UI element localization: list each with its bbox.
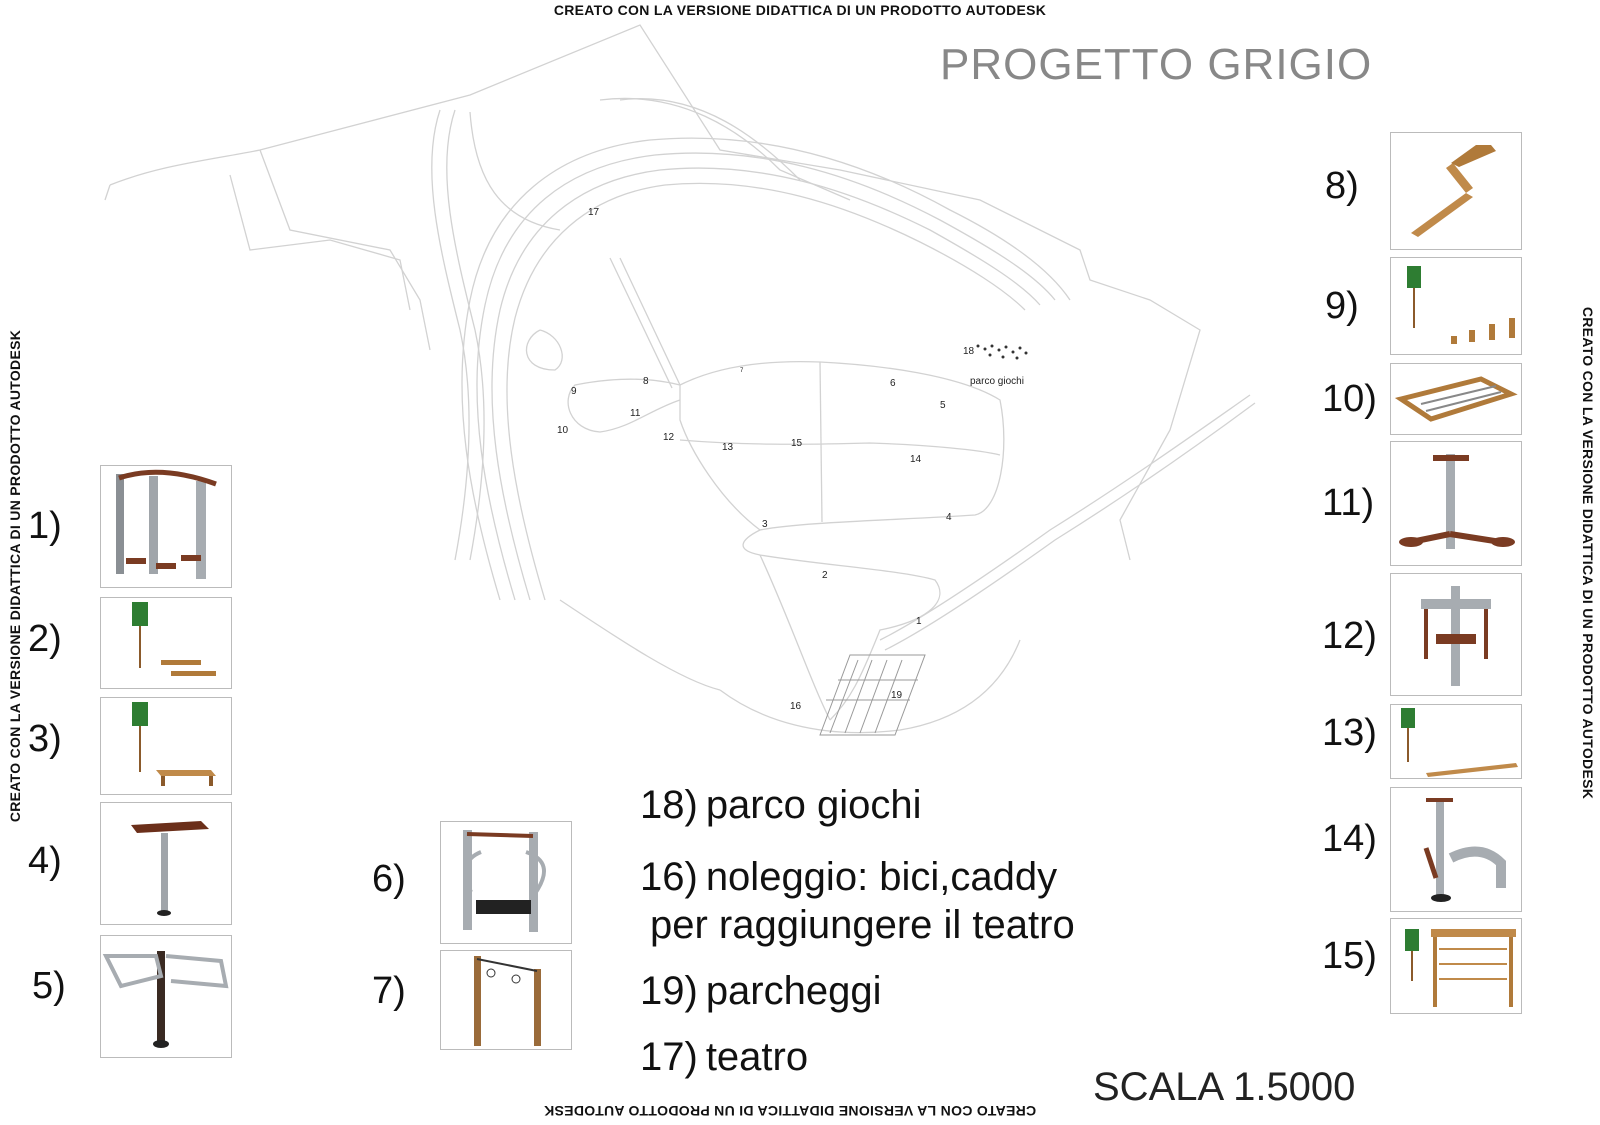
scale-label: SCALA 1.5000 — [1093, 1065, 1356, 1109]
equipment-image-6 — [440, 821, 572, 944]
watermark-right: CREATO CON LA VERSIONE DIDATTICA DI UN PRODOTTO AUTODESK — [1580, 306, 1596, 800]
equipment-image-12 — [1390, 573, 1522, 696]
map-label-13: 13 — [722, 442, 734, 453]
watermark-top: CREATO CON LA VERSIONE DIDATTICA DI UN PRODOTTO AUTODESK — [553, 2, 1047, 18]
equipment-image-8 — [1390, 132, 1522, 250]
legend-item-17: 17) teatro — [640, 1035, 809, 1079]
equipment-image-2 — [100, 597, 232, 689]
equipment-number-12: 12) — [1322, 615, 1377, 657]
equipment-number-10: 10) — [1322, 378, 1377, 420]
map-label-9: 9 — [571, 386, 577, 397]
map-label-19: 19 — [891, 690, 903, 701]
legend-item-16: 16) noleggio: bici,caddy — [640, 855, 1058, 899]
equipment-number-14: 14) — [1322, 818, 1377, 860]
map-label-12: 12 — [663, 432, 675, 443]
equipment-number-3: 3) — [28, 718, 62, 760]
map-label-10: 10 — [557, 425, 569, 436]
map-label-11: 11 — [630, 408, 641, 419]
equipment-number-8: 8) — [1325, 165, 1359, 207]
equipment-number-7: 7) — [372, 970, 406, 1012]
watermark-bottom: CREATO CON LA VERSIONE DIDATTICA DI UN PRODOTTO AUTODESK — [543, 1103, 1037, 1119]
map-label-3: 3 — [762, 519, 768, 530]
equipment-image-4 — [100, 802, 232, 925]
watermark-left: CREATO CON LA VERSIONE DIDATTICA DI UN PRODOTTO AUTODESK — [7, 329, 23, 823]
map-label-5: 5 — [940, 400, 946, 411]
equipment-image-10 — [1390, 363, 1522, 435]
map-label-17: 17 — [588, 207, 600, 218]
equipment-number-11: 11) — [1322, 482, 1375, 524]
project-title: PROGETTO GRIGIO — [940, 40, 1373, 89]
equipment-number-6: 6) — [372, 858, 406, 900]
map-label-16: 16 — [790, 701, 802, 712]
equipment-number-5: 5) — [32, 965, 66, 1007]
equipment-image-1 — [100, 465, 232, 588]
legend-item-16-continued: per raggiungere il teatro — [650, 903, 1075, 947]
equipment-image-15 — [1390, 918, 1522, 1014]
map-label-15: 15 — [791, 438, 803, 449]
parking-area — [820, 655, 925, 735]
equipment-image-3 — [100, 697, 232, 795]
equipment-number-4: 4) — [28, 840, 62, 882]
equipment-number-9: 9) — [1325, 285, 1359, 327]
equipment-number-1: 1) — [28, 505, 62, 547]
legend-item-19: 19) parcheggi — [640, 969, 882, 1013]
map-label-4: 4 — [946, 512, 952, 523]
equipment-image-7 — [440, 950, 572, 1050]
map-label-8: 8 — [643, 376, 649, 387]
equipment-image-9 — [1390, 257, 1522, 355]
legend-item-18: 18) parco giochi — [640, 783, 922, 827]
map-label-parco: parco giochi — [970, 376, 1024, 387]
equipment-number-2: 2) — [28, 618, 62, 660]
equipment-image-14 — [1390, 787, 1522, 912]
equipment-number-13: 13) — [1322, 712, 1377, 754]
equipment-image-11 — [1390, 441, 1522, 566]
map-label-14: 14 — [910, 454, 922, 465]
equipment-number-15: 15) — [1322, 935, 1377, 977]
map-label-18: 18 — [963, 346, 975, 357]
equipment-image-5 — [100, 935, 232, 1058]
map-label-7: 7 — [740, 368, 744, 374]
map-label-2: 2 — [822, 570, 828, 581]
equipment-image-13 — [1390, 704, 1522, 779]
map-label-1: 1 — [916, 616, 922, 627]
map-label-6: 6 — [890, 378, 896, 389]
